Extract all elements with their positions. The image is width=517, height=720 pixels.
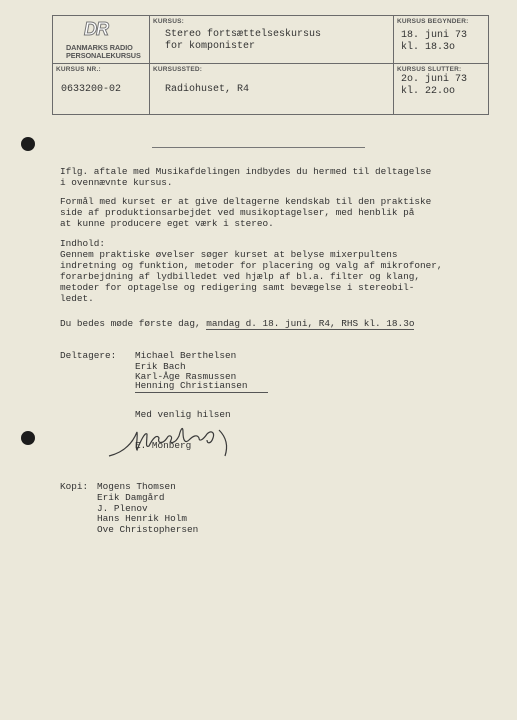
copy-recipient: J. Plenov — [97, 503, 148, 514]
course-header-form — [52, 15, 489, 115]
meeting-line — [60, 319, 414, 330]
kursussted-label: KURSUSSTED: — [153, 66, 203, 73]
greeting: Med venlig hilsen — [135, 409, 231, 420]
punch-hole-bottom — [21, 431, 35, 445]
copy-recipient: Erik Damgård — [97, 492, 165, 503]
dr-logo-mark: DR — [84, 19, 108, 39]
participant-item: Michael Berthelsen — [135, 350, 237, 361]
divider-line — [152, 147, 365, 148]
signature-name: E. Monberg — [135, 440, 192, 451]
punch-hole-top — [21, 137, 35, 151]
paragraph-purpose: Formål med kurset er at give deltagerne kendskab til den praktiske side af produktionsarbejdet ved musikoptagelser, med henblik på at kunne producere eget værk i stereo. — [60, 196, 432, 229]
kursus-value: Stereo fortsættelseskursus for komponister — [165, 29, 322, 52]
kursus-nr-label: KURSUS NR.: — [56, 66, 101, 73]
kursus-begynder-value: 18. juni 73 kl. 18.3o — [401, 30, 468, 53]
participant-item: Erik Bach — [135, 361, 186, 372]
dr-logo — [58, 19, 148, 59]
paragraph-invitation: Iflg. aftale med Musikafdelingen indbydes du hermed til deltagelse i ovennævnte kursus. — [60, 166, 432, 188]
content-heading: Indhold: — [60, 238, 106, 249]
copy-recipient: Hans Henrik Holm — [97, 513, 188, 524]
copy-recipient: Mogens Thomsen — [97, 481, 176, 492]
copy-recipient: Ove Christophersen — [97, 524, 199, 535]
meeting-details: mandag d. 18. juni, R4, RHS kl. 18.3o — [206, 318, 415, 329]
participant-item: Henning Christiansen — [135, 381, 268, 393]
participant-item: Karl-Åge Rasmussen — [135, 371, 237, 382]
kursus-begynder-label: KURSUS BEGYNDER: — [397, 18, 469, 25]
participants-label: Deltagere: — [60, 350, 117, 361]
kursus-slutter-label: KURSUS SLUTTER: — [397, 66, 462, 73]
copy-label: Kopi: — [60, 481, 89, 492]
logo-line-1: DANMARKS RADIO — [66, 43, 133, 52]
kursus-slutter-value: 2o. juni 73 kl. 22.oo — [401, 74, 468, 97]
kursus-label: KURSUS: — [153, 18, 185, 25]
kursus-nr-value: 0633200-02 — [61, 84, 122, 95]
kursussted-value: Radiohuset, R4 — [165, 84, 250, 95]
paragraph-content: Gennem praktiske øvelser søger kurset at belyse mixerpultens indretning og funktion, metoder for placering og valg af mikrofoner, forarbejdning af lydbilledet ved hjælp af bl.a. filter og klang, metoder for optagelse og redigering samt bevægelse i stereobil- ledet. — [60, 249, 443, 304]
logo-line-2: PERSONALEKURSUS — [66, 51, 141, 60]
meeting-prefix: Du bedes møde første dag, — [60, 318, 207, 329]
